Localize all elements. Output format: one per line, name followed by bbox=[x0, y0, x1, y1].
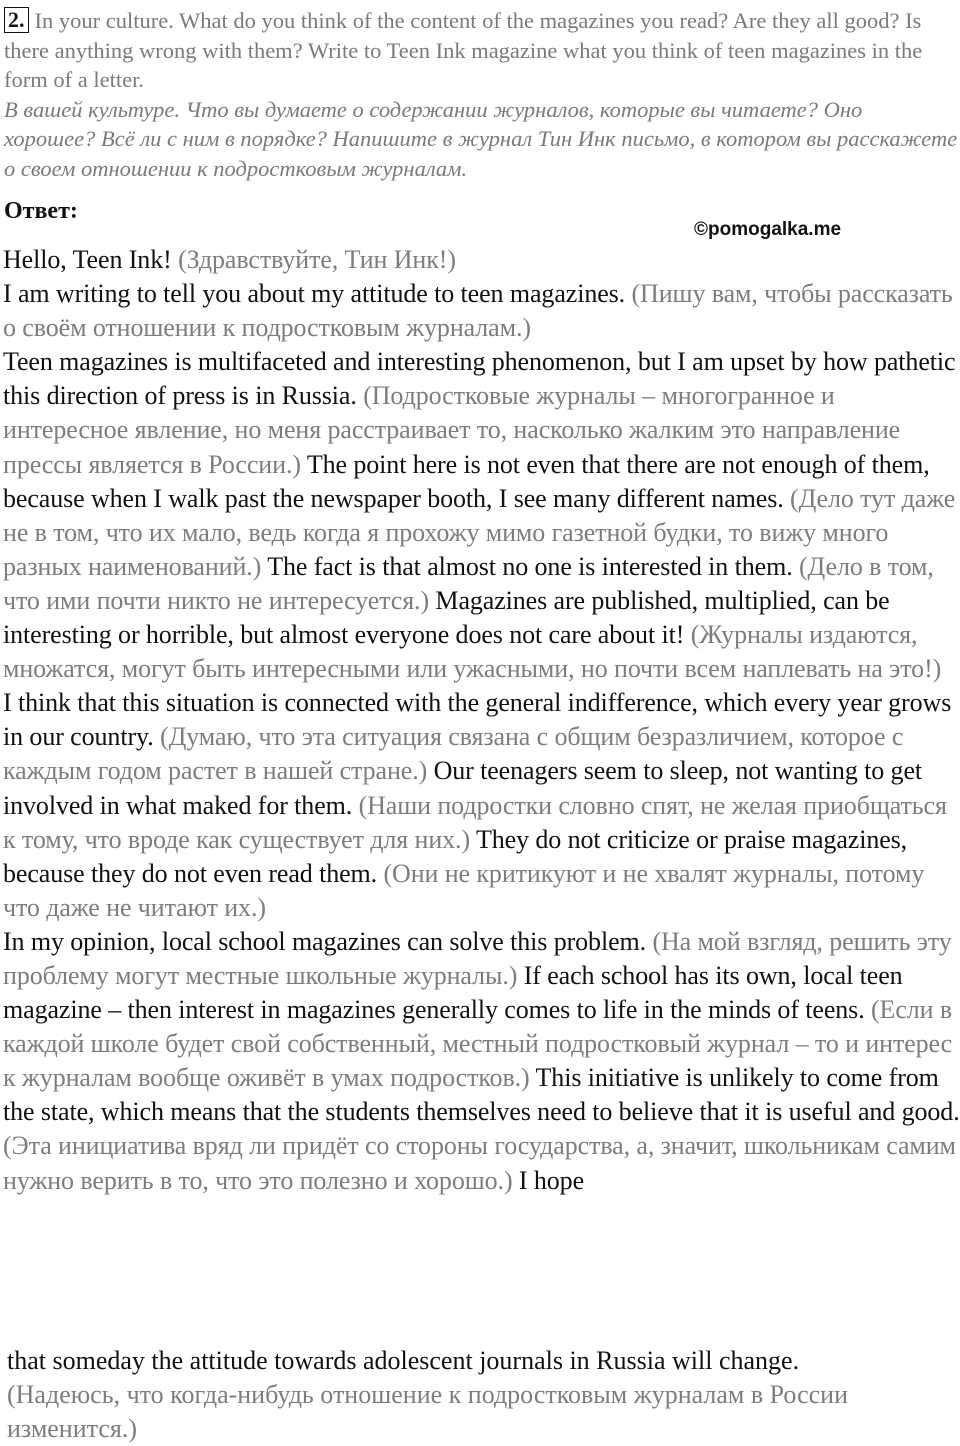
answer-tail bbox=[7, 1344, 957, 1446]
sentence-en: Hello, Teen Ink! bbox=[3, 245, 179, 274]
sentence-en: In my opinion, local school magazines can solve this problem. bbox=[3, 926, 653, 956]
task-number: 2. bbox=[4, 7, 29, 33]
sentence-en: I hope bbox=[518, 1165, 585, 1195]
sentence-ru: (На мой взгляд, решить эту проблему могут местные школьные журналы.) bbox=[3, 926, 952, 990]
sentence-en: The point here is not even that there are not enough of them, because when I walk past the newspaper booth, I see many different names. bbox=[3, 449, 930, 513]
sentence-ru: (Здравствуйте, Тин Инк!) bbox=[178, 245, 456, 274]
sentence-en: They do not criticize or praise magazines, because they do not even read them. bbox=[3, 824, 908, 888]
answer-label: Ответ: bbox=[4, 198, 78, 224]
sentence-en: that someday the attitude towards adolescent journals in Russia will change. bbox=[7, 1346, 800, 1375]
task-text-ru: В вашей культуре. Что вы думаете о содержании журналов, которые вы читаете? Оно хорошее? Всё ли с ним в порядке? Напишите в журнал Тин Инк письмо, в котором вы расскажете о своем отношении к подростковым журналам. bbox=[4, 96, 958, 181]
answer-body bbox=[3, 243, 960, 1198]
sentence-en: This initiative is unlikely to come from the state, which means that the students themselves need to believe that it is useful and good. bbox=[3, 1063, 960, 1127]
sentence-ru: (Они не критикуют и не хвалят журналы, потому что даже не читают их.) bbox=[3, 858, 925, 922]
sentence-en: Our teenagers seem to sleep, not wanting to get involved in what maked for them. bbox=[3, 756, 923, 820]
watermark: ©pomogalka.me bbox=[694, 219, 842, 240]
sentence-ru: (Журналы издаются, множатся, могут быть интересными или ужасными, но почти всем наплевать на это!) bbox=[3, 620, 942, 684]
sentence-ru: (Думаю, что эта ситуация связана с общим безразличием, которое с каждым годом растет в нашей стране.) bbox=[3, 722, 904, 786]
sentence-ru: (Подростковые журналы – многогранное и интересное явление, но меня расстраивает то, насколько жалким это направление прессы является в России.) bbox=[3, 381, 901, 479]
sentence-ru: (Эта инициатива вряд ли придёт со стороны государства, а, значит, школьникам самим нужно верить в то, что это полезно и хорошо.) bbox=[3, 1131, 956, 1195]
sentence-ru: (Наши подростки словно спят, не желая приобщаться к тому, что вроде как существует для них.) bbox=[3, 790, 947, 854]
tail-line-ru bbox=[7, 1378, 957, 1446]
answer-paragraph bbox=[3, 925, 960, 1198]
answer-paragraph bbox=[3, 277, 960, 345]
sentence-en: I think that this situation is connected with the general indifference, which every year grows in our country. bbox=[3, 688, 952, 752]
sentence-en: I am writing to tell you about my attitude to teen magazines. bbox=[3, 279, 632, 309]
sentence-ru: (Если в каждой школе будет свой собственный, местный подростковый журнал – то и интерес к журналам вообще оживёт в умах подростков.) bbox=[3, 995, 953, 1093]
tail-line-en bbox=[7, 1344, 957, 1378]
sentence-ru: (Пишу вам, чтобы рассказать о своём отношении к подростковым журналам.) bbox=[3, 279, 953, 343]
task-block bbox=[4, 6, 958, 183]
answer-paragraph bbox=[3, 243, 960, 277]
sentence-en: The fact is that almost no one is interested in them. bbox=[267, 551, 799, 581]
answer-paragraph bbox=[3, 686, 960, 925]
answer-paragraph bbox=[3, 345, 960, 686]
sentence-ru: (Дело в том, что ими почти никто не интересуется.) bbox=[3, 551, 934, 615]
sentence-ru: (Надеюсь, что когда-нибудь отношение к подростковым журналам в России изменится.) bbox=[7, 1380, 848, 1443]
sentence-en: Magazines are published, multiplied, can be interesting or horrible, but almost everyone does not care about it! bbox=[3, 585, 890, 650]
sentence-en: If each school has its own, local teen magazine – then interest in magazines generally comes to life in the minds of teens. bbox=[3, 960, 903, 1025]
sentence-en: Teen magazines is multifaceted and interesting phenomenon, but I am upset by how pathetic this direction of press is in Russia. bbox=[3, 347, 956, 411]
task-text-en: In your culture. What do you think of the content of the magazines you read? Are they all good? Is there anything wrong with them? Write to Teen Ink magazine what you think of teen magazines in the form of a letter. bbox=[4, 8, 923, 92]
sentence-ru: (Дело тут даже не в том, что их мало, ведь когда я прохожу мимо газетной будки, то вижу много разных наименований.) bbox=[3, 483, 956, 581]
